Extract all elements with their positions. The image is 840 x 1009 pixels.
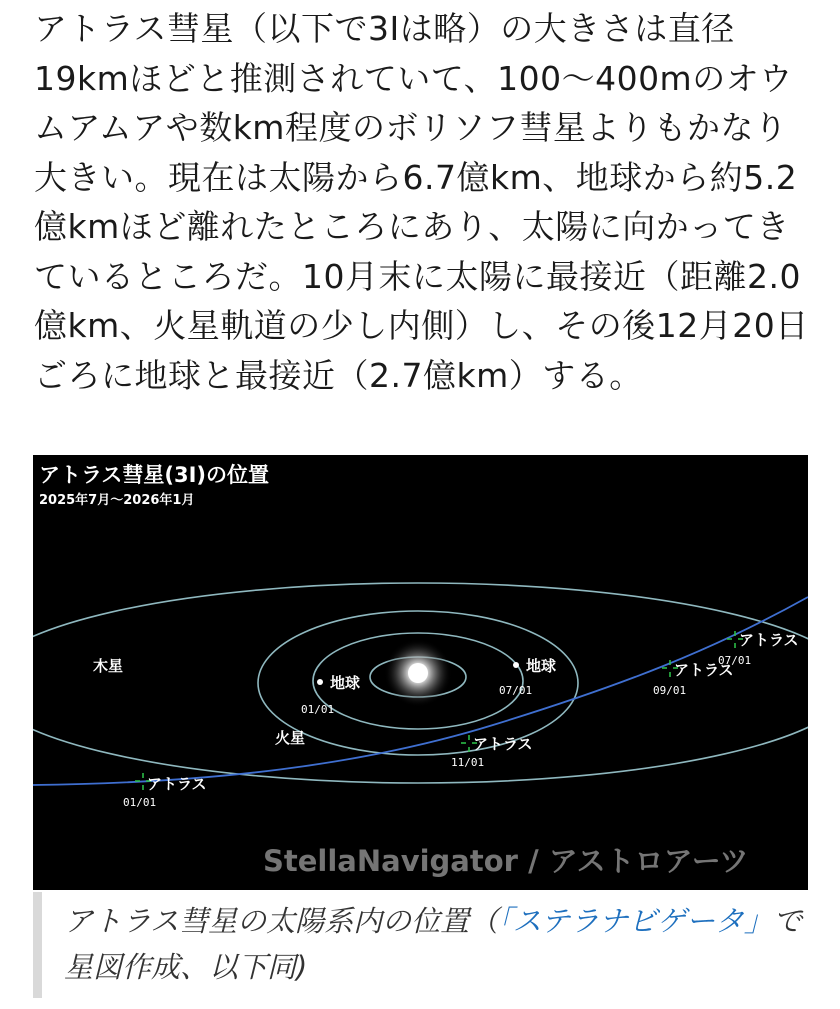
atlas-label: アトラス: [739, 631, 799, 649]
watermark: StellaNavigator / アストロアーツ: [263, 844, 749, 878]
earth-position-0101: [301, 674, 360, 716]
caption-text-before: アトラス彗星の太陽系内の位置（: [64, 904, 499, 938]
atlas-date: 01/01: [123, 796, 157, 809]
atlas-date: 07/01: [718, 654, 752, 667]
article-paragraph: アトラス彗星（以下で3Iは略）の大きさは直径19kmほどと推測されていて、100〜400mのオウムアムアや数km程度のボリソフ彗星よりもかなり大きい。現在は太陽から6.7億km、地球から約5.2億kmほど離れたところにあり、太陽に向かってきているところだ。10月末に太陽に最接近（距離2.0億km、火星軌道の少し内側）し、その後12月20日ごろに地球と最接近（2.7億km）する。: [34, 9, 809, 395]
atlas-label: アトラス: [674, 661, 734, 679]
orbit-diagram: [33, 455, 808, 890]
earth-date: 07/01: [499, 684, 533, 697]
atlas-label: アトラス: [147, 775, 207, 793]
earth-position-0701: [499, 657, 556, 697]
caption-text: [42, 892, 808, 990]
caption-text-after: で星図作成、以下同): [64, 904, 803, 984]
figure-title: アトラス彗星(3I)の位置: [39, 463, 269, 487]
sun: [408, 663, 428, 683]
atlas-date: 09/01: [653, 684, 687, 697]
figure-subtitle: 2025年7月～2026年1月: [39, 493, 195, 508]
jupiter-label: 木星: [93, 657, 124, 675]
earth-marker: [513, 662, 519, 668]
atlas-date: 11/01: [451, 756, 485, 769]
atlas-label: アトラス: [473, 735, 533, 753]
stellanavigator-link[interactable]: 「ステラナビゲータ」: [498, 904, 774, 938]
figure-caption: [33, 892, 808, 998]
mars-label: 火星: [275, 729, 306, 747]
earth-marker: [317, 679, 323, 685]
earth-label: 地球: [330, 674, 361, 692]
earth-date: 01/01: [301, 703, 335, 716]
earth-label: 地球: [526, 657, 557, 675]
solar-system-figure: [33, 455, 808, 890]
atlas-position-0101: [123, 773, 207, 809]
